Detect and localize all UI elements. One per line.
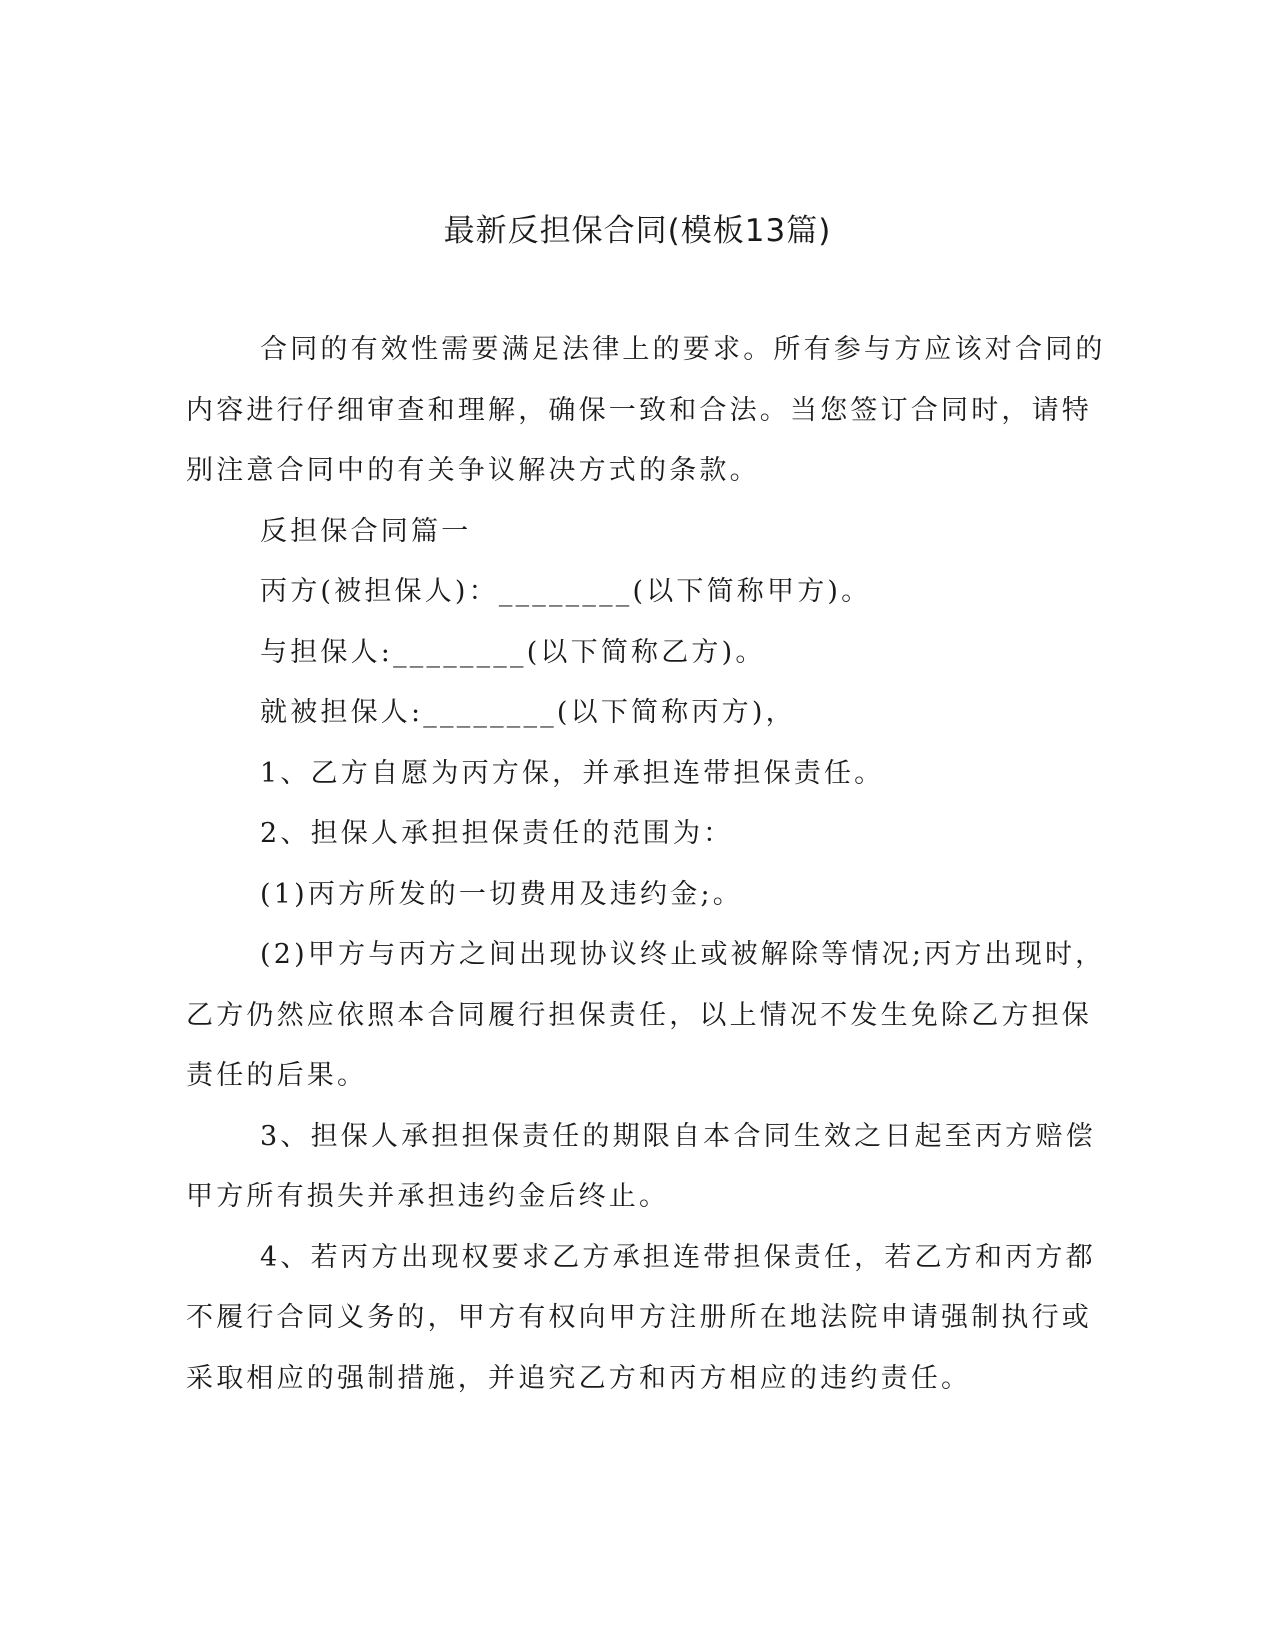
clause-line: 责任的后果。 xyxy=(186,1060,368,1091)
clause-line: 甲方所有损失并承担违约金后终止。 xyxy=(186,1181,670,1212)
clause-line: 1、乙方自愿为丙方保，并承担连带担保责任。 xyxy=(260,757,885,789)
clause-line: 4、若丙方出现权要求乙方承担连带担保责任，若乙方和丙方都 xyxy=(260,1241,1096,1273)
clause-line: 采取相应的强制措施，并追究乙方和丙方相应的违约责任。 xyxy=(186,1362,972,1394)
text-line: 合同的有效性需要满足法律上的要求。所有参与方应该对合同的 xyxy=(260,334,1106,365)
clause-line: 乙方仍然应依照本合同履行担保责任，以上情况不发生免除乙方担保 xyxy=(186,999,1092,1031)
clause-line: 3、担保人承担担保责任的期限自本合同生效之日起至丙方赔偿 xyxy=(260,1120,1096,1152)
party-line: 就被担保人:________(以下简称丙方)， xyxy=(260,697,796,728)
text-line: 别注意合同中的有关争议解决方式的条款。 xyxy=(186,455,760,486)
text-line: 内容进行仔细审查和理解，确保一致和合法。当您签订合同时，请特 xyxy=(186,394,1092,426)
clause-line: (1)丙方所发的一切费用及违约金;。 xyxy=(260,878,743,910)
document-body xyxy=(186,320,1106,1409)
party-line: 丙方(被担保人)：________(以下简称甲方)。 xyxy=(260,576,872,607)
party-line: 与担保人:________(以下简称乙方)。 xyxy=(260,636,766,668)
clause-line: 不履行合同义务的，甲方有权向甲方注册所在地法院申请强制执行或 xyxy=(186,1302,1092,1333)
clause-line: 2、担保人承担担保责任的范围为： xyxy=(260,818,734,849)
section-heading: 反担保合同篇一 xyxy=(260,515,472,547)
clause-line: (2)甲方与丙方之间出现协议终止或被解除等情况;丙方出现时， xyxy=(260,939,1106,970)
document-title: 最新反担保合同(模板13篇) xyxy=(443,213,832,249)
